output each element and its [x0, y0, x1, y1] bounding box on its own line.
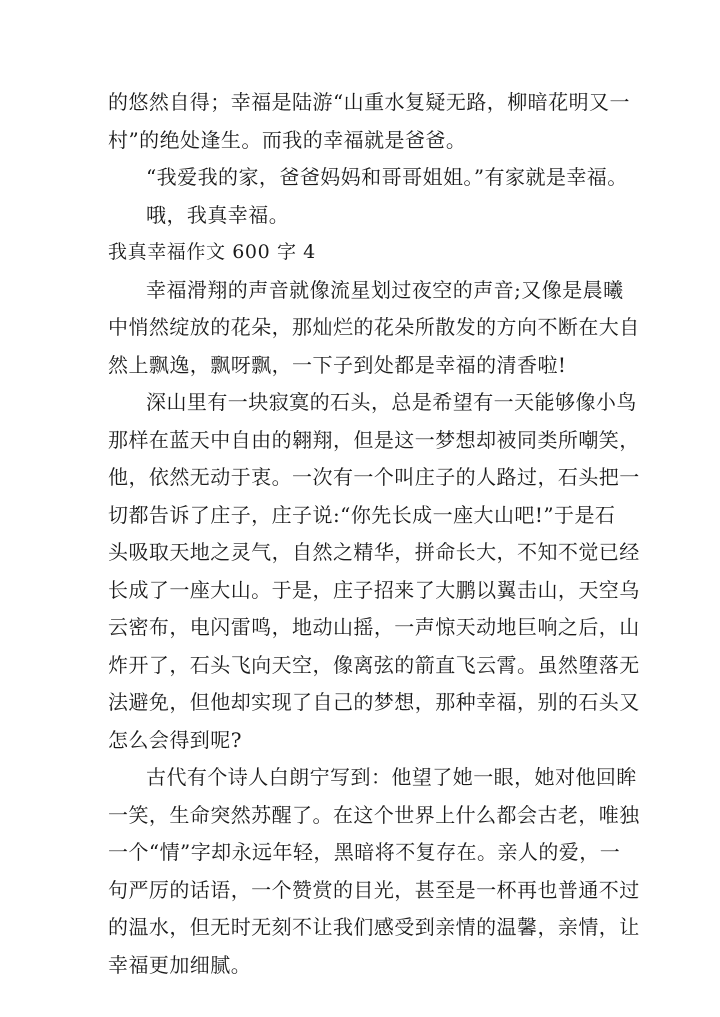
text-line: 然上飘逸，飘呀飘，一下子到处都是幸福的清香啦! [108, 352, 567, 377]
text-line: 头吸取天地之灵气，自然之精华，拼命长大，不知不觉已经 [108, 540, 640, 564]
text-line: 一笑，生命突然苏醒了。在这个世界上什么都会古老，唯独 [108, 802, 640, 827]
text-line: 的悠然自得；幸福是陆游“山重水复疑无路，柳暗花明又一 [108, 90, 630, 114]
document-body [108, 84, 640, 984]
text-line: 句严厉的话语，一个赞赏的目光，甚至是一杯再也普通不过 [108, 877, 640, 902]
paragraph-start: 古代有个诗人白朗宁写到：他望了她一眼，她对他回眸 [146, 765, 637, 789]
text-line: 那样在蓝天中自由的翱翔，但是这一梦想却被同类所嘲笑， [108, 427, 640, 452]
text-line: 切都告诉了庄子，庄子说:“你先长成一座大山吧!”于是石 [108, 502, 616, 527]
text-line: 幸福更加细腻。 [108, 952, 252, 977]
text-line: 法避免，但他却实现了自己的梦想，那种幸福，别的石头又 [108, 690, 640, 714]
paragraph-start: 哦，我真幸福。 [146, 202, 290, 227]
text-line: 云密布，电闪雷鸣，地动山摇，一声惊天动地巨响之后，山 [108, 615, 640, 639]
text-line: 炸开了，石头飞向天空，像离弦的箭直飞云霄。虽然堕落无 [108, 652, 640, 677]
text-line: 长成了一座大山。于是，庄子招来了大鹏以翼击山，天空乌 [108, 577, 640, 602]
section-heading: 我真幸福作文 600 字 4 [108, 241, 316, 263]
text-line: 一个“情”字却永远年轻，黑暗将不复存在。亲人的爱，一 [108, 840, 621, 864]
paragraph-start: 幸福滑翔的声音就像流星划过夜空的声音;又像是晨曦 [146, 277, 624, 302]
text-line: 他，依然无动于衷。一次有一个叫庄子的人路过，石头把一 [108, 465, 640, 489]
text-line: 的温水，但无时无刻不让我们感受到亲情的温馨，亲情，让 [108, 915, 640, 939]
text-line: 中悄然绽放的花朵，那灿烂的花朵所散发的方向不断在大自 [108, 315, 640, 339]
text-line: 村”的绝处逢生。而我的幸福就是爸爸。 [108, 127, 467, 152]
paragraph-start: 深山里有一块寂寞的石头，总是希望有一天能够像小鸟 [146, 390, 637, 414]
paragraph-start: “我爱我的家，爸爸妈妈和哥哥姐姐。”有家就是幸福。 [146, 165, 628, 189]
text-line: 怎么会得到呢? [108, 727, 242, 752]
